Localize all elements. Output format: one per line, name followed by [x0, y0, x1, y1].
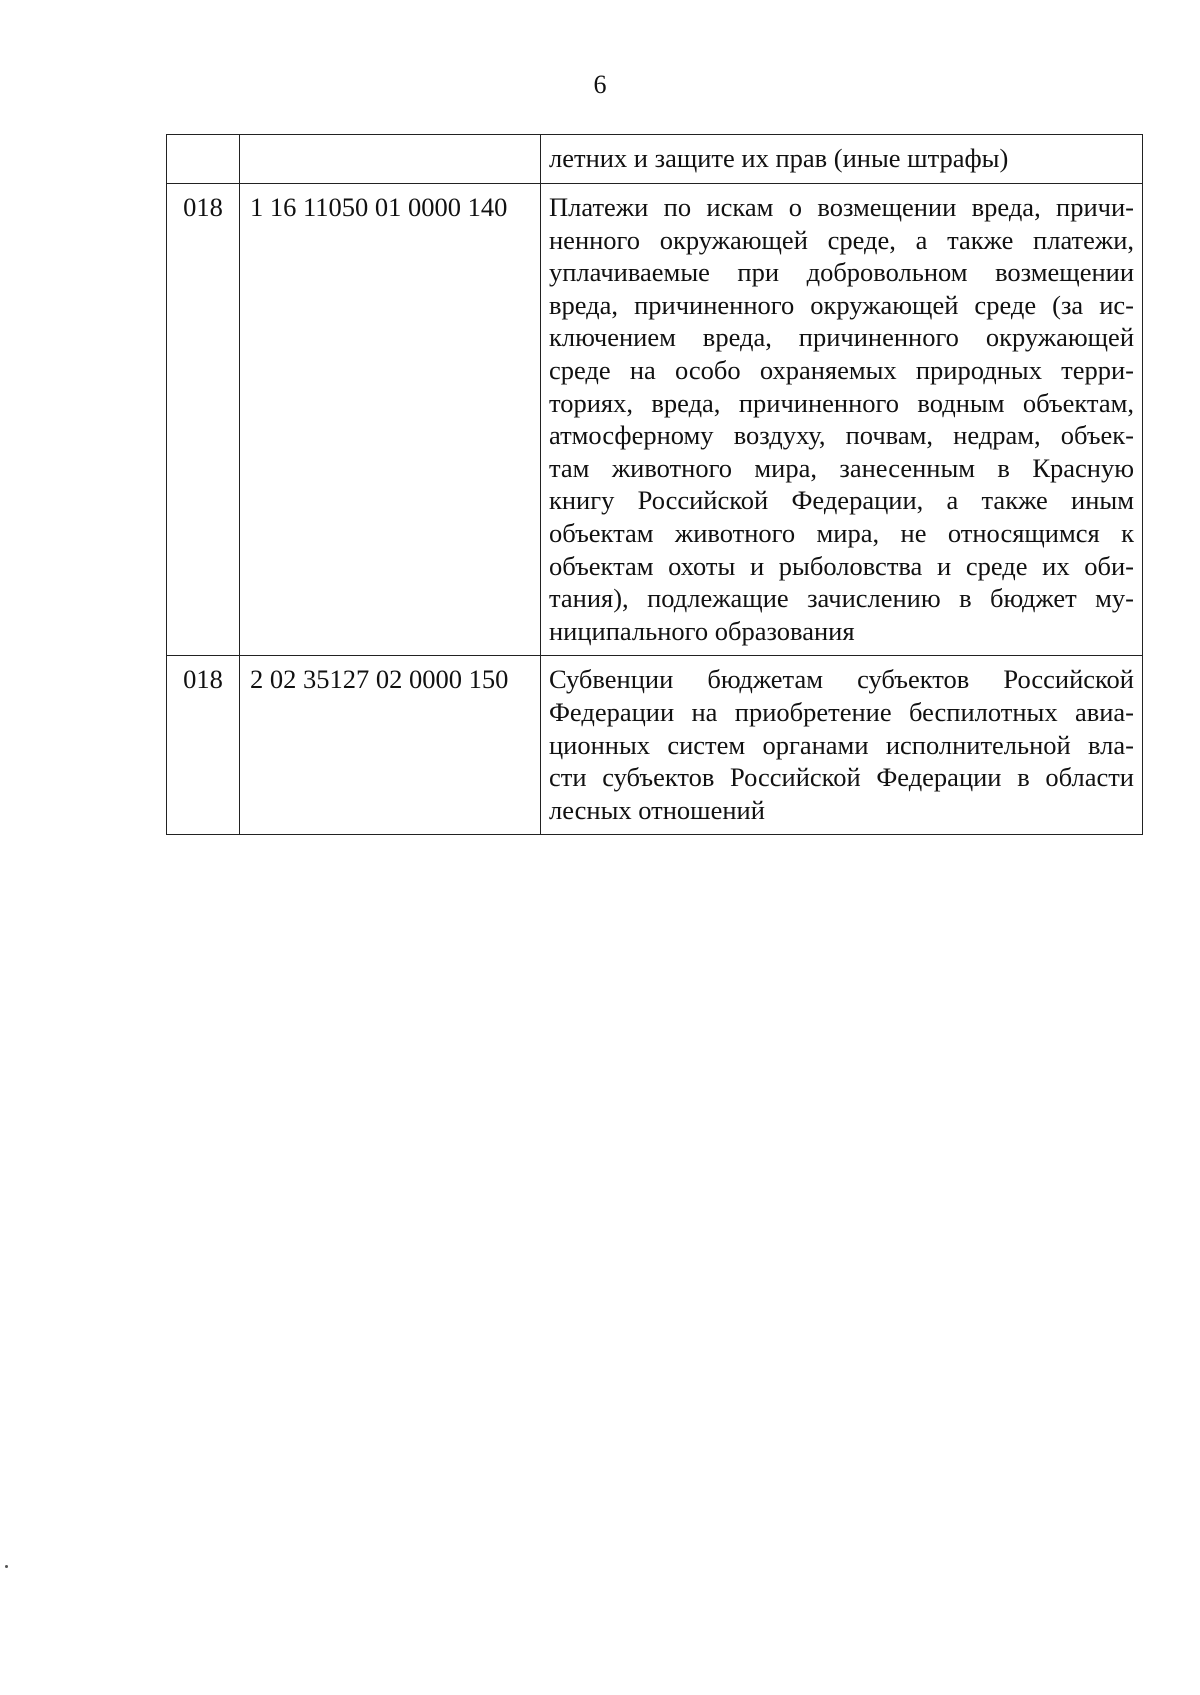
description-line: летних и защите их прав (иные штрафы)	[549, 143, 1009, 173]
admin-code: 018	[183, 664, 223, 695]
description-line: среде на особо охраняемых природных терри-	[549, 354, 1134, 385]
description-line: ключением вреда, причиненного окружающей	[549, 322, 1134, 353]
description-line: атмосферному воздуху, почвам, недрам, объек-	[549, 420, 1134, 451]
admin-code-cell	[167, 135, 240, 184]
budget-code: 2 02 35127 02 0000 150	[250, 664, 509, 695]
table-row	[167, 184, 1143, 656]
description-line: лесных отношений	[549, 794, 765, 825]
description-line: уплачиваемые при добровольном возмещении	[549, 257, 1134, 288]
admin-code: 018	[183, 192, 223, 222]
description-line: тания), подлежащие зачислению в бюджет му-	[549, 583, 1134, 614]
page-number: 6	[593, 70, 607, 99]
description-line: Федерации на приобретение беспилотных авиа-	[549, 696, 1134, 727]
scan-artifact	[5, 1565, 8, 1568]
description-line: вреда, причиненного окружающей среде (за ис-	[549, 289, 1134, 320]
description-line: Субвенции бюджетам субъектов Российской	[549, 664, 1134, 695]
table-row	[167, 135, 1143, 184]
budget-code: 1 16 11050 01 0000 140	[250, 192, 508, 222]
description-line: там животного мира, занесенным в Красную	[549, 452, 1134, 483]
budget-code-cell	[240, 135, 541, 184]
description-line: объектам охоты и рыболовства и среде их оби-	[549, 550, 1134, 581]
table-row	[167, 656, 1143, 835]
description-cell	[541, 656, 1143, 835]
budget-code-cell	[240, 656, 541, 835]
budget-classification-table	[166, 134, 1143, 835]
description-line: Платежи по искам о возмещении вреда, причи-	[549, 192, 1134, 222]
description-line: сти субъектов Российской Федерации в области	[549, 762, 1134, 793]
description-line: ционных систем органами исполнительной вла-	[549, 729, 1134, 760]
description-cell	[541, 184, 1143, 656]
description-line: объектам животного мира, не относящимся к	[549, 517, 1134, 548]
description-line: книгу Российской Федерации, а также иным	[549, 485, 1134, 516]
description-line: ниципального образования	[549, 615, 855, 646]
description-line: ненного окружающей среде, а также платежи,	[549, 224, 1134, 255]
description-line: ториях, вреда, причиненного водным объектам,	[549, 387, 1134, 418]
admin-code-cell	[167, 656, 240, 835]
description-cell	[541, 135, 1143, 184]
budget-code-cell	[240, 184, 541, 656]
admin-code-cell	[167, 184, 240, 656]
